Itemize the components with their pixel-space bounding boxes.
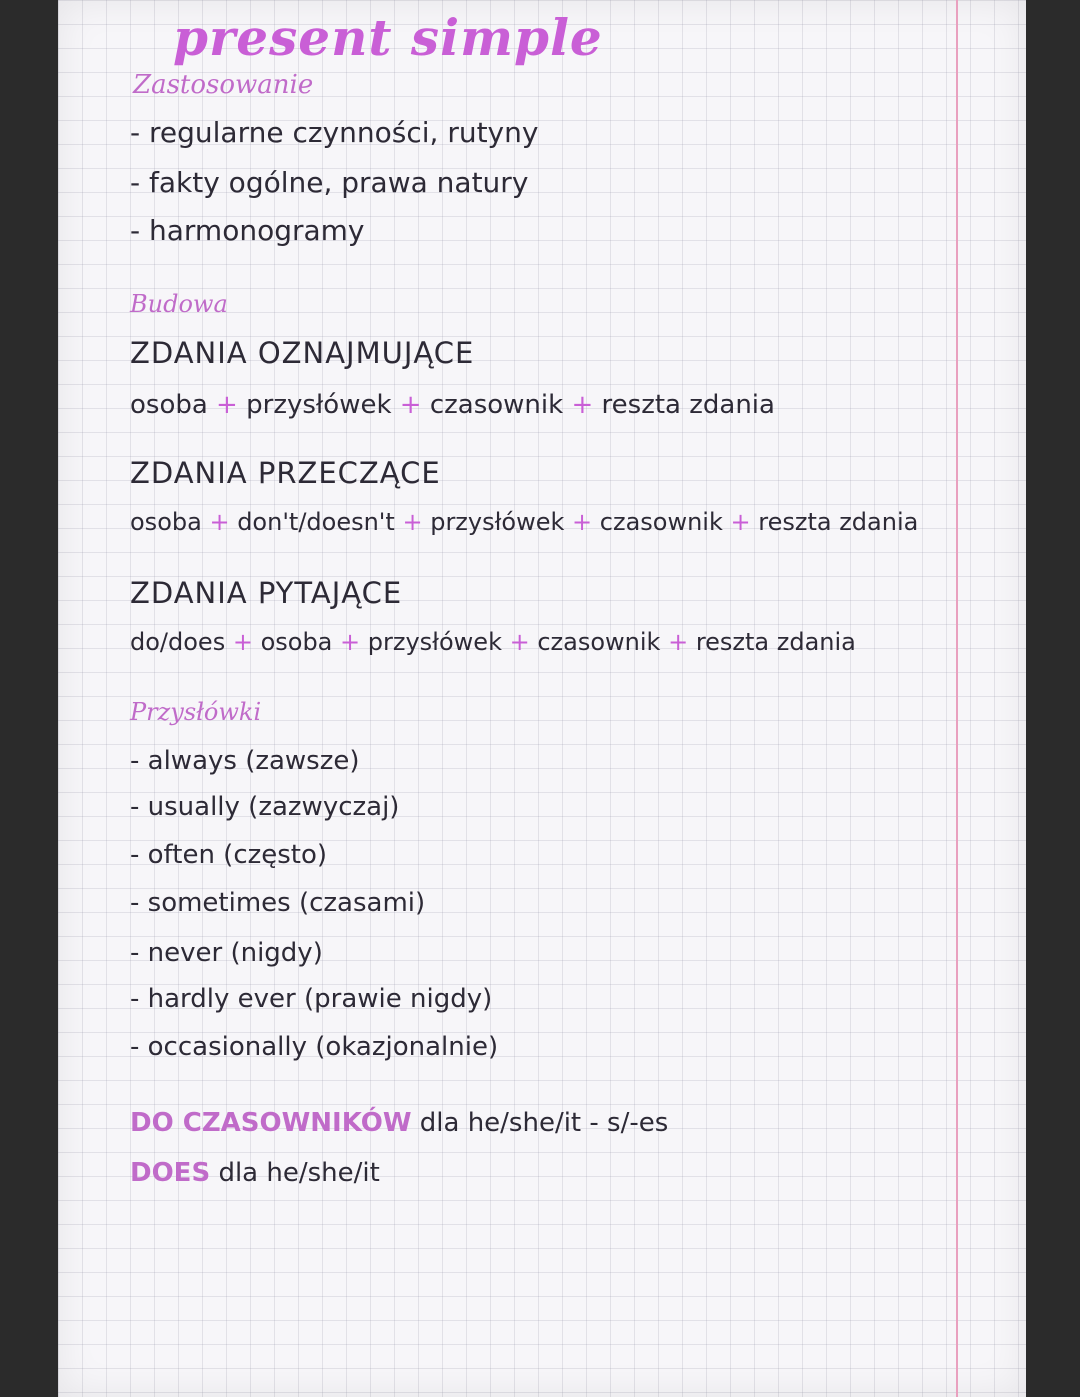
formula-part: don't/doesn't — [237, 508, 395, 536]
page-title: present simple — [173, 8, 603, 67]
formula-part: czasownik — [599, 508, 723, 536]
plus-sign: + — [660, 628, 696, 656]
adverb-item: - never (nigdy) — [130, 938, 323, 968]
formula-part: przysłówek — [246, 390, 392, 420]
verbs-rule — [130, 1108, 668, 1138]
adverb-item: - often (często) — [130, 840, 328, 870]
plus-sign: + — [394, 508, 431, 536]
plus-sign: + — [225, 628, 261, 656]
usage-item: - fakty ogólne, prawa natury — [130, 166, 529, 199]
usage-item: - harmonogramy — [130, 214, 365, 247]
formula-part: czasownik — [537, 628, 661, 656]
verbs-rule-label: DO CZASOWNIKÓW — [130, 1108, 412, 1138]
negative-formula — [130, 508, 918, 536]
formula-part: reszta zdania — [695, 628, 856, 656]
plus-sign: + — [501, 628, 538, 656]
plus-sign: + — [332, 628, 368, 656]
usage-heading: Zastosowanie — [133, 70, 314, 100]
structure-heading: Budowa — [130, 290, 228, 318]
adverb-item: - usually (zazwyczaj) — [130, 792, 400, 822]
question-formula — [130, 628, 856, 656]
verbs-rule-text: dla he/she/it - s/-es — [419, 1108, 669, 1138]
adverb-item: - occasionally (okazjonalnie) — [130, 1032, 499, 1062]
plus-sign: + — [201, 508, 238, 536]
does-rule-label: DOES — [130, 1158, 211, 1188]
formula-part: reszta zdania — [601, 390, 775, 420]
formula-part: czasownik — [429, 390, 564, 420]
affirmative-label: ZDANIA OZNAJMUJĄCE — [130, 336, 475, 370]
formula-part: przysłówek — [430, 508, 565, 536]
plus-sign: + — [722, 508, 759, 536]
notebook-page — [58, 0, 1026, 1397]
adverb-item: - always (zawsze) — [130, 746, 360, 776]
does-rule-text: dla he/she/it — [218, 1158, 380, 1188]
negative-label: ZDANIA PRZECZĄCE — [130, 456, 441, 490]
formula-part: osoba — [130, 390, 208, 420]
formula-part: osoba — [130, 508, 202, 536]
formula-part: osoba — [260, 628, 333, 656]
affirmative-formula — [130, 390, 775, 420]
formula-part: reszta zdania — [758, 508, 919, 536]
does-rule — [130, 1158, 380, 1188]
formula-part: do/does — [130, 628, 226, 656]
adverb-item: - hardly ever (prawie nigdy) — [130, 984, 493, 1014]
margin-line — [956, 0, 958, 1397]
plus-sign: + — [391, 390, 430, 420]
plus-sign: + — [564, 508, 600, 536]
formula-part: przysłówek — [367, 628, 502, 656]
plus-sign: + — [207, 390, 247, 420]
adverb-item: - sometimes (czasami) — [130, 888, 426, 918]
question-label: ZDANIA PYTAJĄCE — [130, 576, 403, 610]
usage-item: - regularne czynności, rutyny — [130, 116, 539, 149]
adverbs-heading: Przysłówki — [130, 698, 262, 726]
plus-sign: + — [563, 390, 602, 420]
